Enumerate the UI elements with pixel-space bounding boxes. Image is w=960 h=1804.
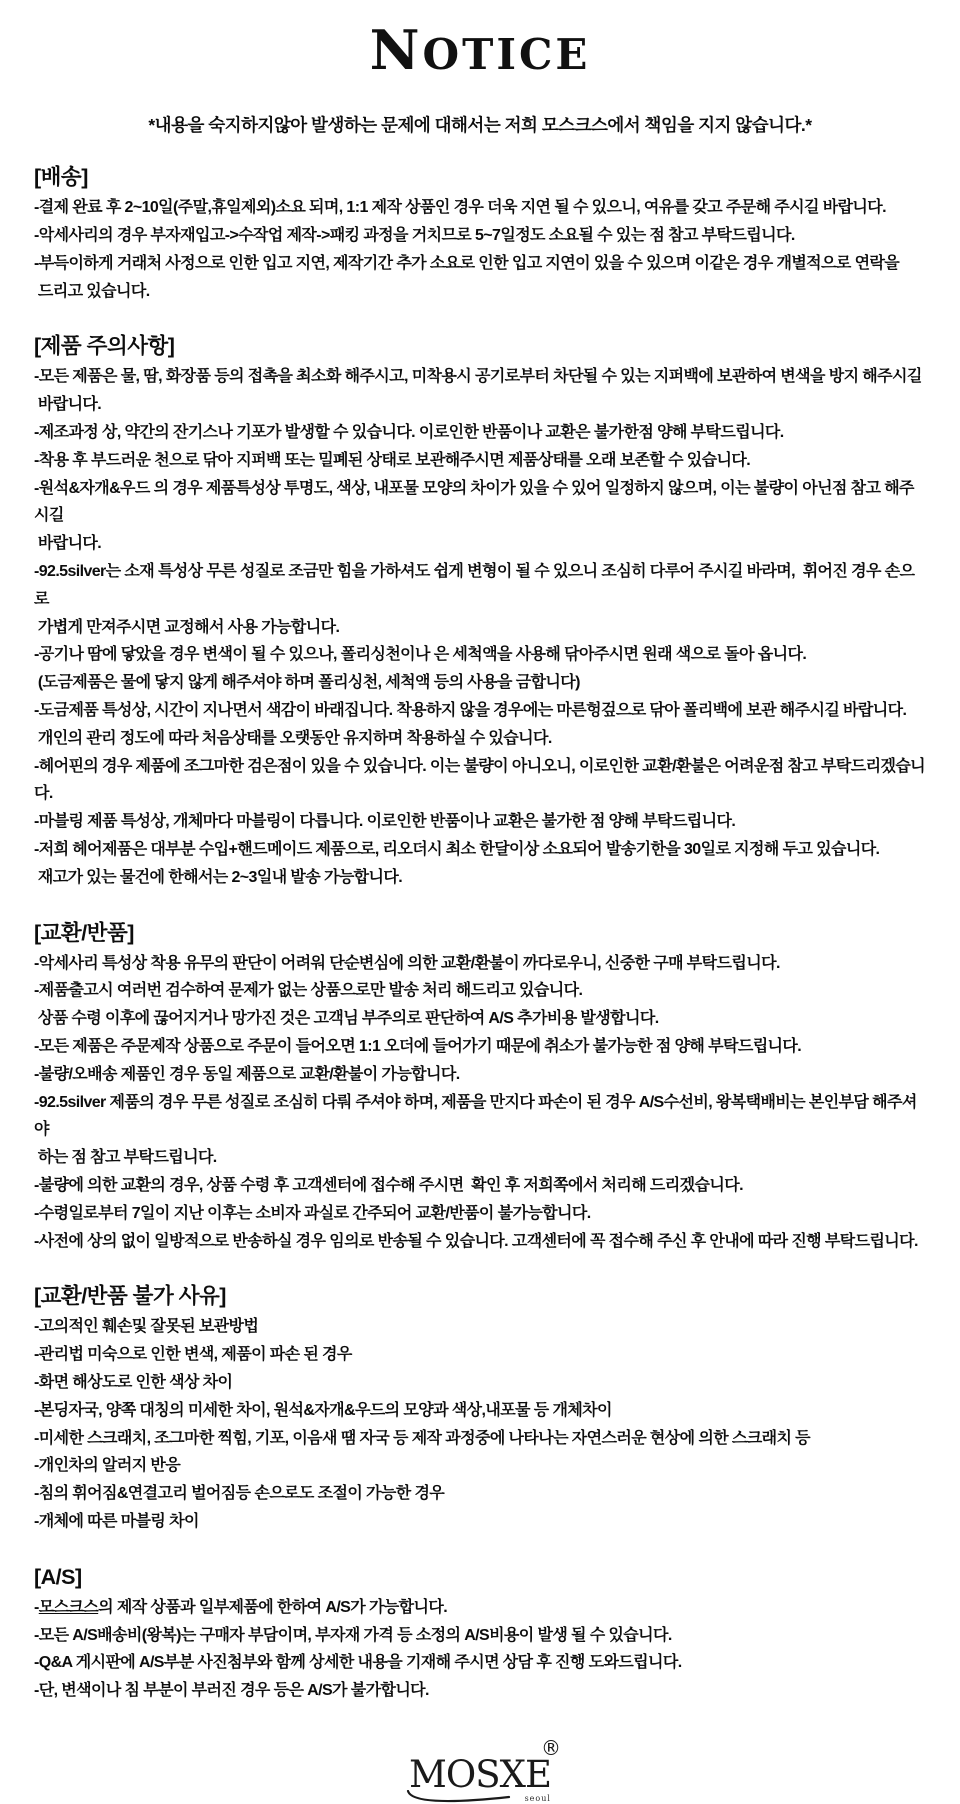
notice-line: -불량/오배송 제품인 경우 동일 제품으로 교환/환불이 가능합니다.: [34, 1065, 460, 1083]
notice-line: -부득이하게 거래처 사정으로 인한 입고 지연, 제작기간 추가 소요로 인한 입고 지연이 있을 수 있으며 이같은 경우 개별적으로 연락을: [34, 254, 900, 272]
notice-line: 드리고 있습니다.: [34, 282, 150, 300]
notice-line: -모든 제품은 물, 땀, 화장품 등의 접촉을 최소화 해주시고, 미착용시 공기로부터 차단될 수 있는 지퍼백에 보관하여 변색을 방지 해주시길: [34, 368, 922, 386]
notice-line: -헤어핀의 경우 제품에 조그마한 검은점이 있을 수 있습니다. 이는 불량이 아니오니, 이로인한 교환/환불은 어려운점 참고 부탁드리겠습니다.: [34, 757, 926, 803]
notice-line: -본딩자국, 양쪽 대칭의 미세한 차이, 원석&자개&우드의 모양과 색상,내포물 등 개체차이: [34, 1401, 612, 1419]
section-heading-shipping: [배송]: [34, 165, 88, 190]
line-rest: 의 제작 상품과 일부제품에 한하여 A/S가 가능합니다.: [98, 1598, 448, 1616]
brand-name-underlined: 모스크스: [38, 1598, 99, 1616]
notice-line: -착용 후 부드러운 천으로 닦아 지퍼백 또는 밀폐된 상태로 보관해주시면 제품상태를 오래 보존할 수 있습니다.: [34, 451, 751, 469]
notice-line: 가볍게 만져주시면 교정해서 사용 가능합니다.: [34, 618, 340, 636]
notice-line: -미세한 스크래치, 조그마한 찍힘, 기포, 이음새 땜 자국 등 제작 과정중에 나타나는 자연스러운 현상에 의한 스크래치 등: [34, 1429, 811, 1447]
section-after-service: [34, 1564, 926, 1705]
notice-line: 상품 수령 이후에 끊어지거나 망가진 것은 고객님 부주의로 판단하여 A/S 추가비용 발생합니다.: [34, 1010, 659, 1028]
notice-line: -사전에 상의 없이 일방적으로 반송하실 경우 임의로 반송될 수 있습니다. 고객센터에 꼭 접수해 주신 후 안내에 따라 진행 부탁드립니다.: [34, 1232, 918, 1250]
logo-swash-icon: [405, 1790, 517, 1804]
notice-line: -악세사리 특성상 착용 유무의 판단이 어려워 단순변심에 의한 교환/환불이 까다로우니, 신중한 구매 부탁드립니다.: [34, 954, 780, 972]
notice-line: -수령일로부터 7일이 지난 이후는 소비자 과실로 간주되어 교환/반품이 불가능합니다.: [34, 1204, 591, 1222]
section-exchange-return: [34, 920, 926, 1256]
notice-line: -92.5silver 제품의 경우 무른 성질로 조심히 다뤄 주셔야 하며, 제품을 만지다 파손이 된 경우 A/S수선비, 왕복택배비는 본인부담 해주셔야: [34, 1093, 917, 1139]
notice-line: -92.5silver는 소재 특성상 무른 성질로 조금만 힘을 가하셔도 쉽게 변형이 될 수 있으니 조심히 다루어 주시길 바라며, 휘어진 경우 손으로: [34, 563, 915, 608]
notice-line: -단, 변색이나 침 부분이 부러진 경우 등은 A/S가 불가합니다.: [34, 1682, 429, 1700]
notice-line: 하는 점 참고 부탁드립니다.: [34, 1149, 217, 1167]
notice-line: -도금제품 특성상, 시간이 지나면서 색감이 바래집니다. 착용하지 않을 경우에는 마른헝겊으로 닦아 폴리백에 보관 해주시길 바랍니다.: [34, 701, 907, 719]
notice-line: -모든 제품은 주문제작 상품으로 주문이 들어오면 1:1 오더에 들어가기 때문에 취소가 불가능한 점 양해 부탁드립니다.: [34, 1037, 802, 1055]
section-product-precautions: [34, 333, 926, 891]
page-title: NOTICE: [369, 18, 591, 82]
notice-line: -제품출고시 여러번 검수하여 문제가 없는 상품으로만 발송 처리 해드리고 있습니다.: [34, 982, 583, 1000]
notice-line: 바랍니다.: [34, 396, 102, 414]
section-heading-after-service: [A/S]: [34, 1564, 82, 1589]
notice-line: -개인차의 알러지 반응: [34, 1457, 181, 1475]
notice-line: 재고가 있는 물건에 한해서는 2~3일내 발송 가능합니다.: [34, 868, 403, 886]
brand-logo: [409, 1735, 561, 1803]
notice-line: -화면 해상도로 인한 색상 차이: [34, 1373, 233, 1391]
notice-line: -불량에 의한 교환의 경우, 상품 수령 후 고객센터에 접수해 주시면 확인 후 저희쪽에서 처리해 드리겠습니다.: [34, 1176, 743, 1194]
section-heading-exchange-return-denied: [교환/반품 불가 사유]: [34, 1284, 226, 1309]
notice-line: [34, 1594, 926, 1622]
section-heading-exchange-return: [교환/반품]: [34, 920, 134, 945]
notice-line: -개체에 따른 마블링 차이: [34, 1512, 199, 1530]
line-prefix: -: [34, 1598, 39, 1616]
notice-line: (도금제품은 물에 닿지 않게 해주셔야 하며 폴리싱천, 세척액 등의 사용을 금합니다): [34, 674, 580, 692]
notice-line: -원석&자개&우드 의 경우 제품특성상 투명도, 색상, 내포물 모양의 차이가 있을 수 있어 일정하지 않으며, 이는 불량이 아닌점 참고 해주시길: [34, 479, 914, 525]
notice-line: 바랍니다.: [34, 535, 102, 553]
brand-wordmark: MOSXE: [409, 1752, 551, 1796]
registered-trademark-icon: ®: [540, 1735, 561, 1760]
notice-line: -고의적인 훼손및 잘못된 보관방법: [34, 1318, 259, 1336]
notice-line: -Q&A 게시판에 A/S부분 사진첨부와 함께 상세한 내용을 기재해 주시면 상담 후 진행 도와드립니다.: [34, 1654, 682, 1672]
brand-city-label: seoul: [524, 1793, 551, 1803]
notice-line: -침의 휘어짐&연결고리 벌어짐등 손으로도 조절이 가능한 경우: [34, 1485, 445, 1503]
notice-line: 개인의 관리 정도에 따라 처음상태를 오랫동안 유지하며 착용하실 수 있습니다.: [34, 729, 552, 747]
disclaimer-text: *내용을 숙지하지않아 발생하는 문제에 대해서는 저희 모스크스에서 책임을 지지 않습니다.*: [148, 115, 812, 136]
notice-line: -마블링 제품 특성상, 개체마다 마블링이 다릅니다. 이로인한 반품이나 교환은 불가한 점 양해 부탁드립니다.: [34, 813, 736, 831]
section-heading-product-precautions: [제품 주의사항]: [34, 334, 175, 359]
notice-line: -저희 헤어제품은 대부분 수입+핸드메이드 제품으로, 리오더시 최소 한달이상 소요되어 발송기한을 30일로 지정해 두고 있습니다.: [34, 840, 880, 858]
notice-line: -관리법 미숙으로 인한 변색, 제품이 파손 된 경우: [34, 1346, 352, 1364]
section-shipping: [34, 164, 926, 305]
notice-line: -제조과정 상, 약간의 잔기스나 기포가 발생할 수 있습니다. 이로인한 반품이나 교환은 불가한점 양해 부탁드립니다.: [34, 424, 784, 442]
section-exchange-return-denied: [34, 1283, 926, 1535]
notice-line: -공기나 땀에 닿았을 경우 변색이 될 수 있으나, 폴리싱천이나 은 세척액을 사용해 닦아주시면 원래 색으로 돌아 옵니다.: [34, 646, 807, 664]
notice-line: -모든 A/S배송비(왕복)는 구매자 부담이며, 부자재 가격 등 소정의 A/S비용이 발생 될 수 있습니다.: [34, 1626, 672, 1644]
notice-line: -악세사리의 경우 부자재입고->수작업 제작->패킹 과정을 거치므로 5~7일정도 소요될 수 있는 점 참고 부탁드립니다.: [34, 227, 795, 245]
notice-line: -결제 완료 후 2~10일(주말,휴일제외)소요 되며, 1:1 제작 상품인 경우 더욱 지연 될 수 있으니, 여유를 갖고 주문해 주시길 바랍니다.: [34, 199, 886, 217]
